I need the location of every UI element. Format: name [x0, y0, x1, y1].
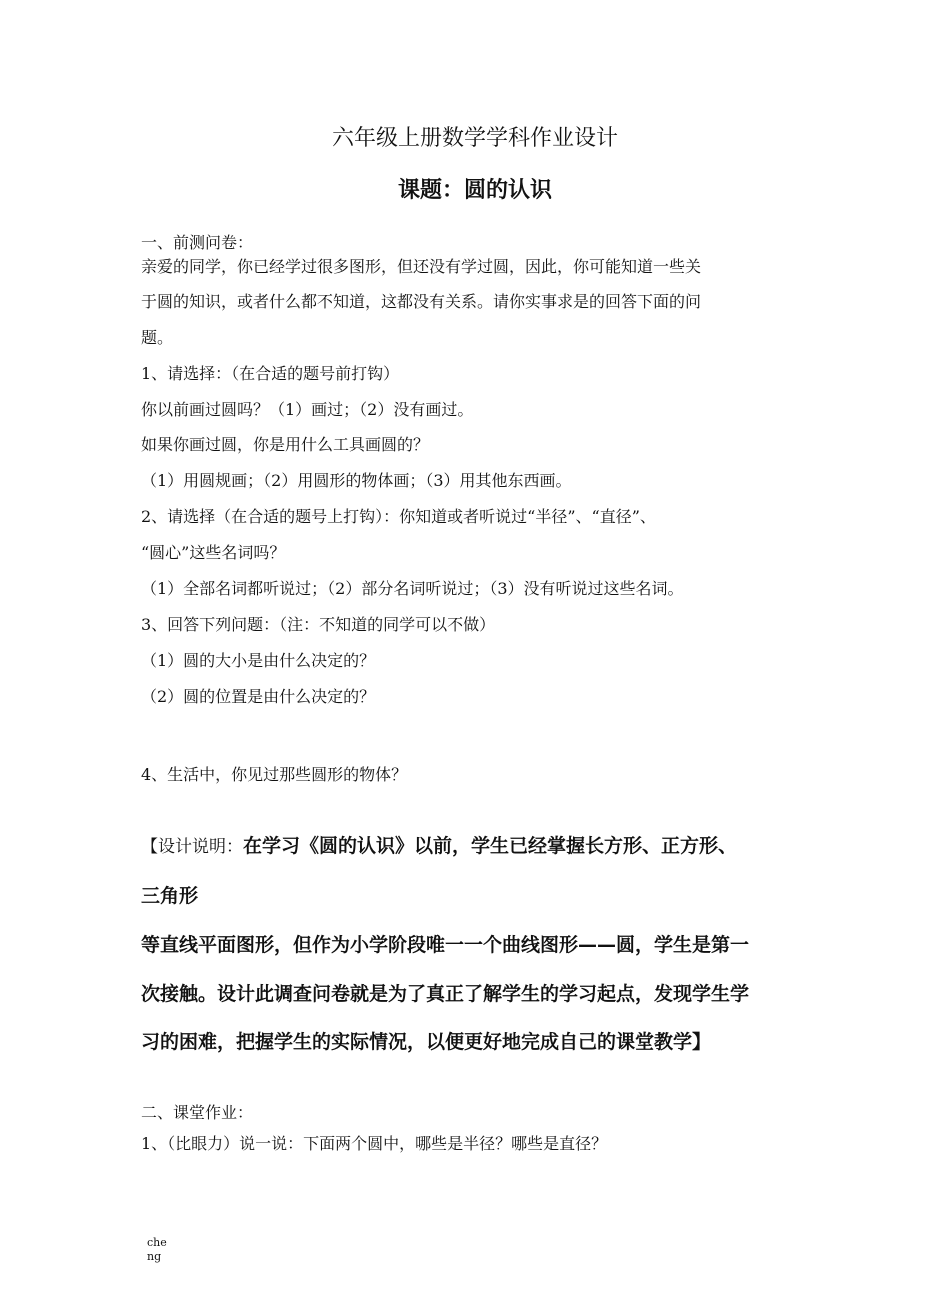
question-3-a: （1）圆的大小是由什么决定的？	[141, 651, 376, 670]
design-note-line-3: 等直线平面图形，但作为小学阶段唯一一个曲线图形——圆，学生是第一	[141, 934, 750, 956]
question-1-b: 如果你画过圆，你是用什么工具画圆的？	[141, 435, 430, 454]
question-2-title-line-1: 2、请选择（在合适的题号上打钩）：你知道或者听说过“半径”、“直径”、	[141, 507, 656, 526]
pretest-intro-line-3: 题。	[141, 328, 174, 347]
question-1-title: 1、请选择：（在合适的题号前打钩）	[141, 364, 400, 383]
question-2-title-line-2: “圆心”这些名词吗？	[141, 543, 286, 562]
question-3-title: 3、回答下列问题：（注：不知道的同学可以不做）	[141, 615, 496, 634]
question-2-options: （1）全部名词都听说过；（2）部分名词听说过；（3）没有听说过这些名词。	[141, 579, 684, 598]
footer-note: cheng	[147, 1236, 167, 1263]
classwork-question-1: 1、（比眼力）说一说：下面两个圆中，哪些是半径？哪些是直径？	[141, 1134, 608, 1153]
question-1-b-options: （1）用圆规画；（2）用圆形的物体画；（3）用其他东西画。	[141, 471, 572, 490]
lesson-subtitle: 课题：圆的认识	[397, 178, 552, 203]
classwork-heading: 二、课堂作业：	[141, 1103, 254, 1122]
design-note-line-2: 三角形	[141, 885, 199, 907]
pretest-intro-line-1: 亲爱的同学，你已经学过很多图形，但还没有学过圆，因此，你可能知道一些关	[141, 257, 702, 276]
design-note-line-1	[141, 833, 737, 860]
design-note-line-5: 习的困难，把握学生的实际情况，以便更好地完成自己的课堂教学】	[141, 1031, 712, 1053]
pretest-heading: 一、前测问卷：	[141, 233, 254, 252]
pretest-intro-line-2: 于圆的知识，或者什么都不知道，这都没有关系。请你实事求是的回答下面的问	[141, 292, 702, 311]
design-note-line-1-text: 在学习《圆的认识》以前，学生已经掌握长方形、正方形、	[243, 835, 738, 857]
question-1-a: 你以前画过圆吗？（1）画过；（2）没有画过。	[141, 400, 474, 419]
question-3-b: （2）圆的位置是由什么决定的？	[141, 687, 376, 706]
design-note-prefix: 【设计说明：	[141, 837, 243, 857]
document-title: 六年级上册数学学科作业设计	[331, 126, 618, 151]
design-note-line-4: 次接触。设计此调查问卷就是为了真正了解学生的学习起点，发现学生学	[141, 983, 750, 1005]
question-4-title: 4、生活中，你见过那些圆形的物体？	[141, 765, 408, 784]
